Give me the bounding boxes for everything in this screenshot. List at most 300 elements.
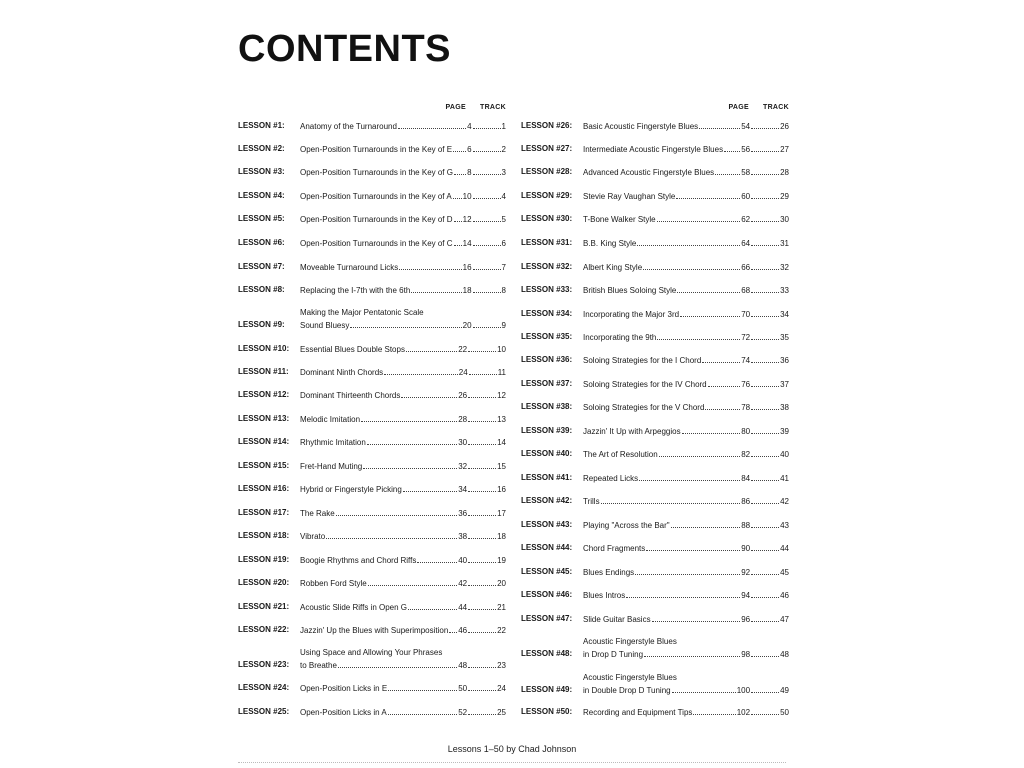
dot-leader (751, 472, 779, 481)
page-number: 64 (741, 239, 751, 248)
dot-leader (751, 542, 779, 551)
lesson-title: Blues Intros (583, 591, 626, 600)
lesson-number: LESSON #8: (238, 285, 285, 294)
page-number: 16 (462, 263, 472, 272)
page-number: 60 (741, 192, 751, 201)
toc-row (521, 495, 789, 507)
lesson-entry (583, 261, 789, 274)
dot-leader (705, 401, 740, 410)
lesson-title: Open-Position Turnarounds in the Key of C (300, 239, 453, 248)
lesson-title: Dominant Thirteenth Chords (300, 391, 401, 400)
toc-row (521, 143, 789, 155)
toc-row (521, 331, 789, 343)
dot-leader (411, 284, 461, 293)
toc-row (238, 261, 506, 273)
lesson-title: Dominant Ninth Chords (300, 368, 384, 377)
dot-leader (639, 472, 740, 481)
dot-leader (473, 120, 501, 129)
dot-leader (473, 143, 501, 152)
toc-row (521, 213, 789, 225)
lesson-title: Moveable Turnaround Licks (300, 263, 399, 272)
toc-row (238, 601, 506, 613)
lesson-number: LESSON #31: (521, 238, 573, 247)
page-number: 34 (458, 485, 468, 494)
page-number: 58 (741, 168, 751, 177)
toc-row (521, 308, 789, 320)
track-number: 44 (780, 544, 789, 553)
dot-leader (601, 495, 741, 504)
dot-leader (699, 120, 740, 129)
lesson-title: Basic Acoustic Fingerstyle Blues (583, 122, 699, 131)
lesson-number: LESSON #41: (521, 473, 573, 482)
page-number: 22 (458, 345, 468, 354)
toc-row (238, 507, 506, 519)
lesson-title: Replacing the I-7th with the 6th (300, 286, 411, 295)
toc-row (521, 354, 789, 366)
dot-leader (468, 343, 496, 352)
page-number: 18 (462, 286, 472, 295)
lesson-title: Anatomy of the Turnaround (300, 122, 397, 131)
page-number: 40 (458, 556, 468, 565)
lesson-entry (300, 261, 506, 274)
track-number: 18 (497, 532, 506, 541)
toc-row (238, 343, 506, 355)
page-column-header: PAGE (445, 104, 466, 111)
lesson-number: LESSON #17: (238, 508, 290, 517)
toc-row (238, 120, 506, 132)
lesson-title: Open-Position Turnarounds in the Key of E (300, 145, 453, 154)
track-number: 30 (780, 215, 789, 224)
page-number: 62 (741, 215, 751, 224)
lesson-number: LESSON #28: (521, 167, 573, 176)
lesson-entry (300, 460, 506, 473)
lesson-title: Fret-Hand Muting (300, 462, 363, 471)
lesson-number: LESSON #44: (521, 543, 573, 552)
dot-leader (751, 648, 779, 657)
toc-row (521, 472, 789, 484)
lesson-number: LESSON #4: (238, 191, 285, 200)
lesson-entry (583, 472, 789, 485)
track-number: 19 (497, 556, 506, 565)
dot-leader (751, 448, 779, 457)
lesson-number: LESSON #16: (238, 484, 290, 493)
page-number: 98 (741, 650, 751, 659)
toc-row (238, 460, 506, 472)
track-number: 9 (501, 321, 506, 330)
lesson-entry (583, 401, 789, 414)
lesson-entry (583, 495, 789, 508)
page-number: 76 (741, 380, 751, 389)
dot-leader (406, 343, 457, 352)
page-number: 4 (467, 122, 472, 131)
dot-leader (657, 331, 740, 340)
track-number: 40 (780, 450, 789, 459)
lesson-title: Soloing Strategies for the V Chord (583, 403, 705, 412)
lesson-number: LESSON #10: (238, 344, 290, 353)
track-column-header: TRACK (480, 104, 506, 111)
lesson-entry (583, 566, 789, 579)
lesson-entry (300, 530, 506, 543)
page-number: 42 (458, 579, 468, 588)
toc-row (238, 706, 506, 718)
lesson-title: Incorporating the Major 3rd (583, 310, 680, 319)
lesson-title: Soloing Strategies for the IV Chord (583, 380, 707, 389)
page-number: 94 (741, 591, 751, 600)
lesson-number: LESSON #32: (521, 262, 573, 271)
track-number: 4 (501, 192, 506, 201)
lesson-entry (300, 190, 506, 203)
toc-column-right (521, 104, 789, 717)
page-number: 56 (741, 145, 751, 154)
lesson-number: LESSON #26: (521, 121, 573, 130)
dot-leader (751, 589, 779, 598)
lesson-entry (300, 213, 506, 226)
dot-leader (468, 706, 496, 715)
dot-leader (361, 413, 457, 422)
toc-row (238, 577, 506, 589)
lesson-title-line1: Acoustic Fingerstyle Blues (583, 673, 677, 682)
lesson-entry (583, 378, 789, 391)
toc-row (521, 378, 789, 390)
lesson-number: LESSON #39: (521, 426, 573, 435)
lesson-title: Rhythmic Imitation (300, 438, 366, 447)
lesson-entry (583, 190, 789, 203)
lesson-number: LESSON #18: (238, 531, 290, 540)
toc-row (521, 637, 789, 672)
track-number: 13 (497, 415, 506, 424)
lesson-title: Albert King Style (583, 263, 643, 272)
lesson-number: LESSON #38: (521, 402, 573, 411)
toc-row (521, 261, 789, 273)
toc-row (238, 648, 506, 683)
dot-leader (751, 166, 779, 175)
dot-leader (350, 319, 461, 328)
dot-leader (657, 213, 741, 222)
lesson-title: Acoustic Slide Riffs in Open G (300, 603, 408, 612)
page-number: 30 (458, 438, 468, 447)
page-title: CONTENTS (238, 28, 451, 70)
track-number: 47 (780, 615, 789, 624)
lesson-entry (300, 284, 506, 297)
dot-leader (677, 284, 740, 293)
lesson-title: Soloing Strategies for the I Chord (583, 356, 702, 365)
lesson-number: LESSON #23: (238, 660, 290, 669)
page-column-header: PAGE (728, 104, 749, 111)
lesson-number: LESSON #35: (521, 332, 573, 341)
toc-row (238, 366, 506, 378)
lesson-number: LESSON #27: (521, 144, 573, 153)
lesson-number: LESSON #47: (521, 614, 573, 623)
lesson-entry (300, 319, 506, 332)
page-number: 38 (458, 532, 468, 541)
dot-leader (367, 436, 457, 445)
track-number: 49 (780, 686, 789, 695)
lesson-entry (583, 354, 789, 367)
dot-leader (417, 554, 457, 563)
dot-leader (682, 425, 741, 434)
page-number: 24 (458, 368, 468, 377)
lesson-title: Blues Endings (583, 568, 635, 577)
toc-row (238, 682, 506, 694)
page-number: 90 (741, 544, 751, 553)
lesson-entry (300, 436, 506, 449)
dot-leader (473, 237, 501, 246)
lesson-number: LESSON #3: (238, 167, 285, 176)
lesson-title: Playing "Across the Bar" (583, 521, 670, 530)
dot-leader (751, 401, 779, 410)
track-number: 1 (501, 122, 506, 131)
track-number: 8 (501, 286, 506, 295)
lesson-entry (583, 237, 789, 250)
track-number: 37 (780, 380, 789, 389)
dot-leader (399, 261, 461, 270)
lesson-title: The Rake (300, 509, 335, 518)
toc-row (521, 589, 789, 601)
dot-leader (388, 706, 457, 715)
page-number: 84 (741, 474, 751, 483)
lesson-number: LESSON #12: (238, 390, 290, 399)
track-number: 45 (780, 568, 789, 577)
toc-row (521, 673, 789, 708)
lesson-entry (583, 648, 789, 661)
page-number: 70 (741, 310, 751, 319)
track-number: 32 (780, 263, 789, 272)
dot-leader (454, 166, 466, 175)
dot-leader (468, 413, 496, 422)
dot-leader (473, 166, 501, 175)
dot-leader (751, 354, 779, 363)
track-number: 10 (497, 345, 506, 354)
dot-leader (338, 659, 457, 668)
dot-leader (336, 507, 458, 516)
lesson-entry (300, 577, 506, 590)
dot-leader (646, 542, 740, 551)
toc-row (521, 448, 789, 460)
lesson-number: LESSON #40: (521, 449, 573, 458)
dot-leader (453, 143, 466, 152)
lesson-entry (300, 624, 506, 637)
lesson-number: LESSON #14: (238, 437, 290, 446)
toc-row (238, 284, 506, 296)
lesson-number: LESSON #19: (238, 555, 290, 564)
page-number: 26 (458, 391, 468, 400)
lesson-title: in Drop D Tuning (583, 650, 644, 659)
toc-row (238, 483, 506, 495)
bottom-divider (238, 762, 786, 763)
page-number: 6 (467, 145, 472, 154)
dot-leader (751, 308, 779, 317)
lesson-entry (300, 601, 506, 614)
lesson-entry (300, 389, 506, 402)
lesson-number: LESSON #20: (238, 578, 290, 587)
track-number: 26 (780, 122, 789, 131)
dot-leader (468, 624, 496, 633)
dot-leader (659, 448, 740, 457)
dot-leader (468, 682, 496, 691)
dot-leader (453, 190, 462, 199)
dot-leader (693, 706, 735, 715)
toc-row (521, 519, 789, 531)
lesson-title: Melodic Imitation (300, 415, 361, 424)
dot-leader (384, 366, 458, 375)
lesson-entry (300, 483, 506, 496)
lesson-number: LESSON #50: (521, 707, 573, 716)
lesson-entry (583, 589, 789, 602)
lesson-title: Intermediate Acoustic Fingerstyle Blues (583, 145, 724, 154)
toc-row (238, 624, 506, 636)
dot-leader (751, 190, 779, 199)
lesson-number: LESSON #22: (238, 625, 290, 634)
dot-leader (326, 530, 457, 539)
page-number: 54 (741, 122, 751, 131)
toc-row (521, 425, 789, 437)
lesson-number: LESSON #5: (238, 214, 285, 223)
page-number: 72 (741, 333, 751, 342)
dot-leader (454, 213, 462, 222)
dot-leader (468, 554, 496, 563)
track-number: 28 (780, 168, 789, 177)
dot-leader (363, 460, 457, 469)
lesson-entry (583, 613, 789, 626)
lesson-entry (583, 166, 789, 179)
lesson-number: LESSON #37: (521, 379, 573, 388)
lesson-number: LESSON #46: (521, 590, 573, 599)
lesson-number: LESSON #36: (521, 355, 573, 364)
dot-leader (751, 284, 779, 293)
track-number: 25 (497, 708, 506, 717)
lesson-title: Robben Ford Style (300, 579, 367, 588)
dot-leader (468, 483, 496, 492)
lesson-number: LESSON #2: (238, 144, 285, 153)
lesson-entry (300, 166, 506, 179)
dot-leader (468, 436, 496, 445)
toc-column-left (238, 104, 506, 717)
lesson-title: Advanced Acoustic Fingerstyle Blues (583, 168, 715, 177)
dot-leader (672, 684, 736, 693)
page-number: 78 (741, 403, 751, 412)
dot-leader (408, 601, 457, 610)
lesson-title: Trills (583, 497, 600, 506)
dot-leader (468, 601, 496, 610)
track-number: 2 (501, 145, 506, 154)
toc-row (521, 190, 789, 202)
page-number: 52 (458, 708, 468, 717)
lesson-title: Open-Position Licks in A (300, 708, 387, 717)
track-number: 7 (501, 263, 506, 272)
dot-leader (637, 237, 740, 246)
dot-leader (751, 120, 779, 129)
lesson-number: LESSON #29: (521, 191, 573, 200)
track-number: 33 (780, 286, 789, 295)
column-header (521, 104, 789, 120)
dot-leader (708, 378, 741, 387)
lesson-title: British Blues Soloing Style (583, 286, 677, 295)
page-number: 92 (741, 568, 751, 577)
toc-row (238, 237, 506, 249)
dot-leader (751, 378, 779, 387)
page-number: 20 (462, 321, 472, 330)
lesson-entry (300, 366, 506, 379)
track-number: 23 (497, 661, 506, 670)
lesson-entry (583, 425, 789, 438)
toc-row (238, 166, 506, 178)
dot-leader (449, 624, 457, 633)
page-footer: Lessons 1–50 by Chad Johnson (447, 744, 577, 754)
lesson-number: LESSON #34: (521, 309, 573, 318)
dot-leader (680, 308, 740, 317)
dot-leader (751, 495, 779, 504)
lesson-title-line1: Making the Major Pentatonic Scale (300, 308, 424, 317)
lesson-entry (300, 554, 506, 567)
dot-leader (724, 143, 740, 152)
track-number: 35 (780, 333, 789, 342)
lesson-entry (300, 507, 506, 520)
toc-row (521, 401, 789, 413)
dot-leader (751, 706, 779, 715)
lesson-number: LESSON #42: (521, 496, 573, 505)
lesson-number: LESSON #9: (238, 320, 285, 329)
lesson-title: Chord Fragments (583, 544, 646, 553)
page-number: 44 (458, 603, 468, 612)
dot-leader (468, 389, 496, 398)
lesson-entry (583, 542, 789, 555)
track-number: 31 (780, 239, 789, 248)
track-number: 22 (497, 626, 506, 635)
lesson-number: LESSON #49: (521, 685, 573, 694)
track-number: 39 (780, 427, 789, 436)
lesson-title: Hybrid or Fingerstyle Picking (300, 485, 402, 494)
page-number: 46 (458, 626, 468, 635)
column-header (238, 104, 506, 120)
dot-leader (652, 613, 741, 622)
lesson-number: LESSON #24: (238, 683, 290, 692)
dot-leader (751, 143, 779, 152)
lesson-title-line1: Acoustic Fingerstyle Blues (583, 637, 677, 646)
toc-row (238, 436, 506, 448)
lesson-title: Repeated Licks (583, 474, 639, 483)
dot-leader (388, 682, 457, 691)
lesson-title: Open-Position Turnarounds in the Key of D (300, 215, 453, 224)
dot-leader (671, 519, 741, 528)
track-number: 41 (780, 474, 789, 483)
dot-leader (702, 354, 740, 363)
track-number: 11 (497, 368, 506, 377)
toc-row (238, 554, 506, 566)
lesson-entry (583, 706, 789, 719)
dot-leader (644, 648, 740, 657)
toc-row (238, 143, 506, 155)
track-number: 14 (497, 438, 506, 447)
dot-leader (626, 589, 740, 598)
lesson-title: Open-Position Turnarounds in the Key of A (300, 192, 452, 201)
track-number: 43 (780, 521, 789, 530)
dot-leader (676, 190, 740, 199)
lesson-number: LESSON #13: (238, 414, 290, 423)
track-number: 34 (780, 310, 789, 319)
track-number: 12 (497, 391, 506, 400)
toc-row (521, 566, 789, 578)
toc-row (521, 120, 789, 132)
lesson-entry (583, 120, 789, 133)
dot-leader (751, 213, 779, 222)
page-number: 48 (458, 661, 468, 670)
page-number: 102 (736, 708, 751, 717)
lesson-number: LESSON #30: (521, 214, 573, 223)
lesson-number: LESSON #21: (238, 602, 290, 611)
dot-leader (751, 331, 779, 340)
lesson-title: Jazzin' Up the Blues with Superimposition (300, 626, 449, 635)
page-number: 100 (736, 686, 751, 695)
